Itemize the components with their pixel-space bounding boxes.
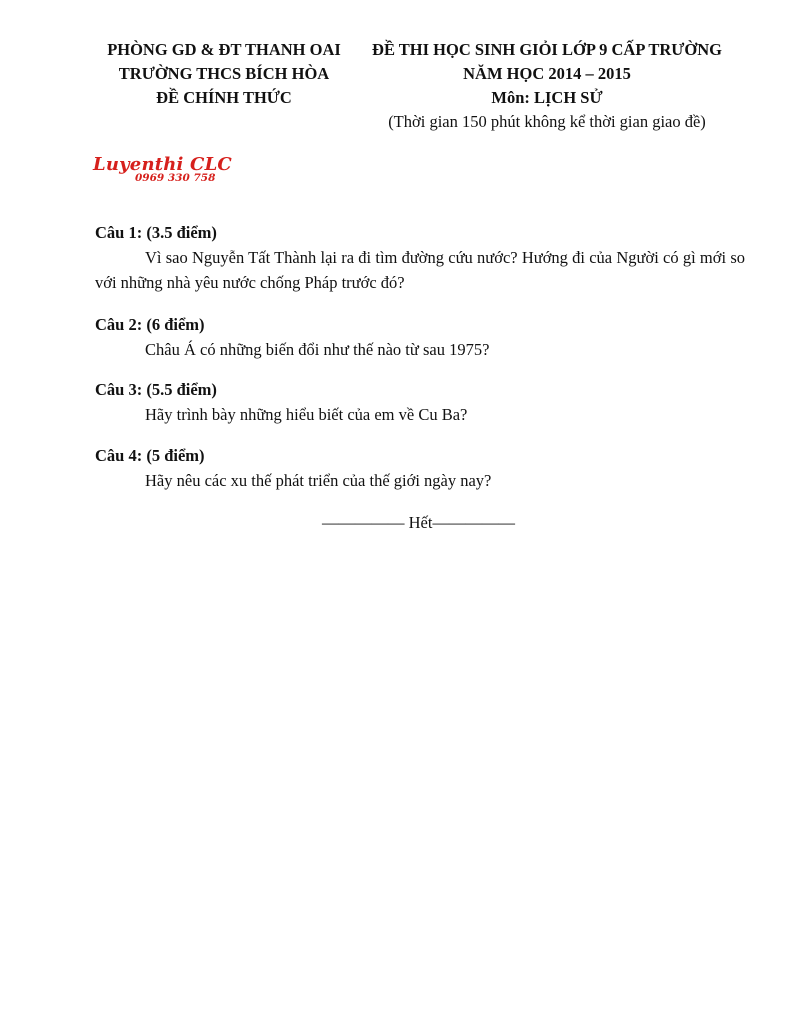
school-header bbox=[92, 38, 356, 110]
subject: Môn: LỊCH SỬ bbox=[491, 88, 603, 107]
time-limit: (Thời gian 150 phút không kể thời gian giao đề) bbox=[388, 112, 706, 131]
exam-title: ĐỀ THI HỌC SINH GIỎI LỚP 9 CẤP TRƯỜNG bbox=[372, 40, 722, 59]
question-title: Câu 4: (5 điểm) bbox=[95, 446, 205, 465]
question-title: Câu 2: (6 điểm) bbox=[95, 315, 205, 334]
question-3 bbox=[95, 377, 745, 427]
question-body: Châu Á có những biến đổi như thế nào từ sau 1975? bbox=[145, 340, 490, 359]
watermark-logo bbox=[93, 154, 253, 186]
exam-header bbox=[356, 38, 738, 134]
end-marker: ————— Hết————— bbox=[322, 513, 515, 532]
question-body: Vì sao Nguyễn Tất Thành lại ra đi tìm đường cứu nước? Hướng đi của Người có gì mới so với những nhà yêu nước chống Pháp trước đó? bbox=[95, 248, 745, 292]
school-year: NĂM HỌC 2014 – 2015 bbox=[463, 64, 631, 83]
question-1 bbox=[95, 220, 745, 295]
question-body: Hãy trình bày những hiểu biết của em về Cu Ba? bbox=[145, 405, 468, 424]
question-body: Hãy nêu các xu thế phát triển của thế giới ngày nay? bbox=[145, 471, 492, 490]
department-name: PHÒNG GD & ĐT THANH OAI bbox=[107, 40, 341, 59]
question-title: Câu 3: (5.5 điểm) bbox=[95, 380, 217, 399]
official-exam-label: ĐỀ CHÍNH THỨC bbox=[156, 88, 292, 107]
logo-name: Luyenthi CLC bbox=[93, 154, 232, 175]
question-2 bbox=[95, 312, 745, 362]
school-name: TRƯỜNG THCS BÍCH HÒA bbox=[118, 64, 330, 83]
question-title: Câu 1: (3.5 điểm) bbox=[95, 223, 217, 242]
question-4 bbox=[95, 443, 745, 493]
logo-phone: 0969 330 758 bbox=[135, 172, 216, 184]
